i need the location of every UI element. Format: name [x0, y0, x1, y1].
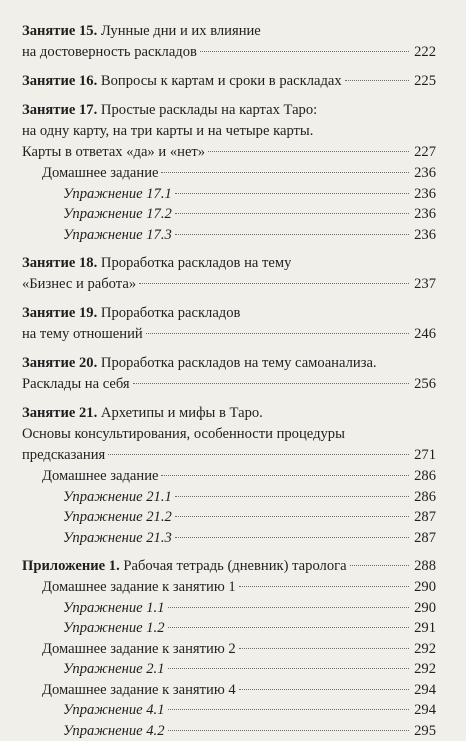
entry-text — [22, 424, 345, 445]
sub-title: Упражнение 1.1 — [63, 598, 165, 619]
page-number: 291 — [412, 618, 436, 639]
dot-leader — [239, 586, 409, 587]
sub-title: Упражнение 17.1 — [63, 184, 172, 205]
entry-number: Занятие 19. — [22, 305, 97, 321]
dot-leader — [175, 234, 409, 235]
toc-entry — [22, 253, 436, 295]
toc-entry — [22, 353, 436, 395]
toc-entry — [22, 556, 436, 741]
homework-item — [22, 163, 436, 184]
exercise-item — [22, 225, 436, 246]
entry-title: Проработка раскладов на тему — [97, 255, 291, 271]
page-number: 292 — [412, 659, 436, 680]
entry-text — [22, 353, 377, 374]
entry-text — [22, 21, 261, 42]
exercise-item — [22, 528, 436, 549]
entry-title: на достоверность раскладов — [22, 44, 197, 60]
dot-leader — [175, 193, 409, 194]
exercise-item — [22, 507, 436, 528]
toc-sub-line — [42, 466, 436, 487]
entry-text — [22, 303, 240, 324]
dot-leader — [139, 283, 409, 284]
entry-title: Основы консультирования, особенности процедуры — [22, 426, 345, 442]
dot-leader — [208, 151, 409, 152]
dot-leader — [175, 213, 409, 214]
entry-text — [22, 42, 197, 63]
toc-entry-line — [22, 424, 436, 445]
toc-entry-line — [22, 21, 436, 42]
toc-entry-line — [22, 403, 436, 424]
sub-title: Домашнее задание — [42, 163, 158, 184]
toc-sub-line — [42, 163, 436, 184]
page-number: 290 — [412, 598, 436, 619]
dot-leader — [168, 709, 409, 710]
sub-title: Домашнее задание к занятию 2 — [42, 639, 236, 660]
entry-title: Расклады на себя — [22, 376, 130, 392]
toc-sub-line — [63, 225, 436, 246]
page-number: 227 — [412, 142, 436, 163]
entry-title: Вопросы к картам и сроки в раскладах — [97, 73, 341, 89]
entry-title: Простые расклады на картах Таро: — [97, 102, 317, 118]
exercise-item — [22, 184, 436, 205]
toc-sub-line — [42, 577, 436, 598]
entry-text — [22, 142, 205, 163]
dot-leader — [345, 80, 409, 81]
entry-title: Архетипы и мифы в Таро. — [97, 405, 263, 421]
entry-number: Занятие 18. — [22, 255, 97, 271]
page-number: 292 — [412, 639, 436, 660]
sub-title: Упражнение 4.2 — [63, 721, 165, 741]
toc-entry — [22, 303, 436, 345]
entry-number: Занятие 16. — [22, 73, 97, 89]
dot-leader — [175, 496, 409, 497]
toc-sub-line — [63, 659, 436, 680]
toc-entry-line — [22, 274, 436, 295]
homework-item — [22, 639, 436, 660]
page-number: 246 — [412, 324, 436, 345]
toc-sub-line — [63, 204, 436, 225]
entry-number: Занятие 17. — [22, 102, 97, 118]
toc-entry — [22, 403, 436, 548]
toc-sub-line — [63, 507, 436, 528]
toc-sub-line — [42, 639, 436, 660]
sub-title: Домашнее задание к занятию 4 — [42, 680, 236, 701]
entry-text — [22, 445, 105, 466]
entry-text — [22, 100, 317, 121]
dot-leader — [168, 730, 409, 731]
dot-leader — [146, 333, 409, 334]
toc-sub-line — [63, 598, 436, 619]
sub-title: Упражнение 2.1 — [63, 659, 165, 680]
page-number: 271 — [412, 445, 436, 466]
page-number: 236 — [412, 225, 436, 246]
entry-text — [22, 403, 263, 424]
toc-entry — [22, 71, 436, 92]
dot-leader — [168, 607, 409, 608]
toc-sub-line — [63, 184, 436, 205]
page-number: 236 — [412, 184, 436, 205]
exercise-item — [22, 487, 436, 508]
dot-leader — [161, 475, 409, 476]
homework-item — [22, 680, 436, 701]
entry-number: Занятие 21. — [22, 405, 97, 421]
page-number: 295 — [412, 721, 436, 741]
page-number: 236 — [412, 163, 436, 184]
entry-text — [22, 121, 313, 142]
toc-sub-line — [42, 680, 436, 701]
page-number: 286 — [412, 487, 436, 508]
page-number: 222 — [412, 42, 436, 63]
exercise-item — [22, 659, 436, 680]
entry-text — [22, 274, 136, 295]
entry-text — [22, 253, 291, 274]
entry-title: Проработка раскладов — [97, 305, 240, 321]
toc-entry-line — [22, 374, 436, 395]
sub-title: Упражнение 21.2 — [63, 507, 172, 528]
page-number: 236 — [412, 204, 436, 225]
sub-title: Упражнение 17.3 — [63, 225, 172, 246]
sub-title: Домашнее задание к занятию 1 — [42, 577, 236, 598]
dot-leader — [133, 383, 409, 384]
toc-entry-line — [22, 303, 436, 324]
entry-text — [22, 71, 342, 92]
sub-title: Упражнение 17.2 — [63, 204, 172, 225]
sub-title: Упражнение 4.1 — [63, 700, 165, 721]
page-number: 256 — [412, 374, 436, 395]
sub-title: Домашнее задание — [42, 466, 158, 487]
page-number: 294 — [412, 680, 436, 701]
toc-entry-line — [22, 445, 436, 466]
dot-leader — [200, 51, 409, 52]
toc-sub-line — [63, 528, 436, 549]
homework-item — [22, 577, 436, 598]
toc-sub-line — [63, 721, 436, 741]
sub-title: Упражнение 21.3 — [63, 528, 172, 549]
page-number: 290 — [412, 577, 436, 598]
dot-leader — [161, 172, 409, 173]
toc-entry-line — [22, 42, 436, 63]
toc-entry-line — [22, 253, 436, 274]
toc-entry — [22, 100, 436, 245]
exercise-item — [22, 700, 436, 721]
page-number: 287 — [412, 528, 436, 549]
exercise-item — [22, 598, 436, 619]
entry-title: Рабочая тетрадь (дневник) таролога — [120, 558, 347, 574]
entry-number: Приложение 1. — [22, 558, 120, 574]
toc-entry-line — [22, 71, 436, 92]
toc-entry-line — [22, 100, 436, 121]
page-number: 287 — [412, 507, 436, 528]
page-number: 286 — [412, 466, 436, 487]
entry-text — [22, 374, 130, 395]
dot-leader — [239, 648, 409, 649]
exercise-item — [22, 618, 436, 639]
exercise-item — [22, 204, 436, 225]
entry-title: на тему отношений — [22, 326, 143, 342]
toc-entry — [22, 21, 436, 63]
dot-leader — [175, 537, 409, 538]
entry-title: Карты в ответах «да» и «нет» — [22, 144, 205, 160]
entry-text — [22, 556, 347, 577]
toc-entry-line — [22, 121, 436, 142]
dot-leader — [350, 565, 409, 566]
homework-item — [22, 466, 436, 487]
entry-title: Лунные дни и их влияние — [97, 23, 261, 39]
entry-title: на одну карту, на три карты и на четыре карты. — [22, 123, 313, 139]
sub-title: Упражнение 21.1 — [63, 487, 172, 508]
dot-leader — [175, 516, 409, 517]
dot-leader — [168, 668, 409, 669]
dot-leader — [108, 454, 409, 455]
page-number: 288 — [412, 556, 436, 577]
page-number: 294 — [412, 700, 436, 721]
entry-title: «Бизнес и работа» — [22, 276, 136, 292]
dot-leader — [168, 627, 409, 628]
toc-entry-line — [22, 353, 436, 374]
sub-title: Упражнение 1.2 — [63, 618, 165, 639]
entry-title: предсказания — [22, 447, 105, 463]
exercise-item — [22, 721, 436, 741]
entry-text — [22, 324, 143, 345]
toc-entry-line — [22, 556, 436, 577]
toc-entry-line — [22, 142, 436, 163]
page-number: 225 — [412, 71, 436, 92]
page-number: 237 — [412, 274, 436, 295]
entry-number: Занятие 20. — [22, 355, 97, 371]
toc-sub-line — [63, 487, 436, 508]
toc-sub-line — [63, 700, 436, 721]
entry-title: Проработка раскладов на тему самоанализа. — [97, 355, 376, 371]
toc-entry-line — [22, 324, 436, 345]
dot-leader — [239, 689, 409, 690]
entry-number: Занятие 15. — [22, 23, 97, 39]
toc-sub-line — [63, 618, 436, 639]
